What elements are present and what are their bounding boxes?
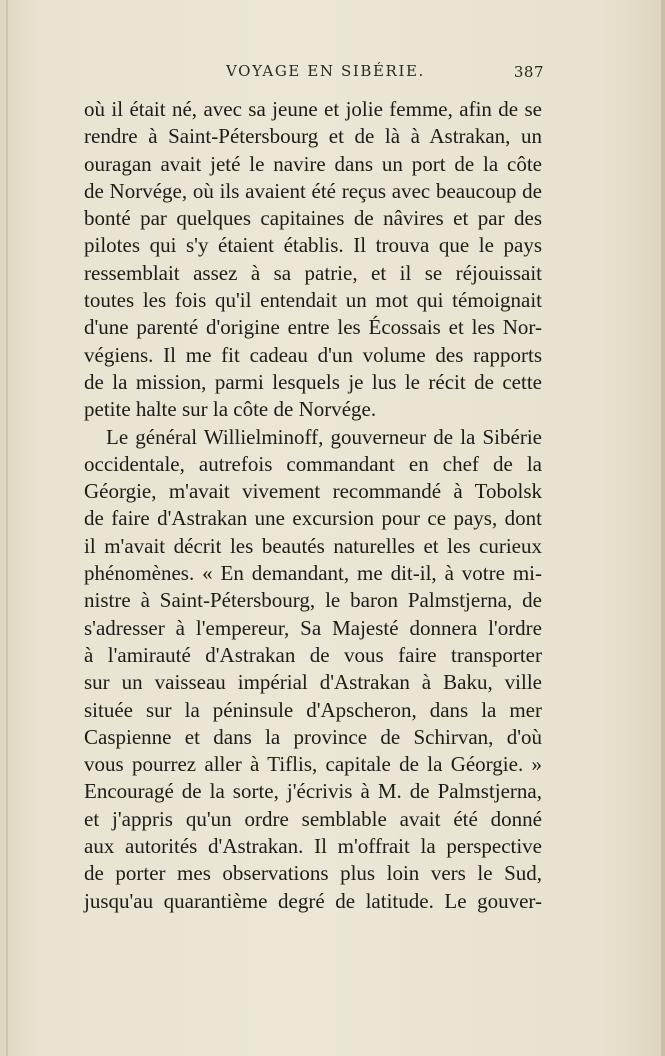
- text-line: s'adresser à l'empereur, Sa Majesté donnera l'ordre: [84, 615, 542, 640]
- paragraph-start-line: Le général Willielminoff, gouverneur de la Sibérie: [106, 424, 542, 449]
- running-head: [84, 62, 544, 84]
- text-line: de la mission, parmi lesquels je lus le récit de cette: [84, 369, 542, 394]
- text-line: à l'amirauté d'Astrakan de vous faire transporter: [84, 642, 542, 667]
- text-line: toutes les fois qu'il entendait un mot qui témoignait: [84, 288, 542, 313]
- text-line: végiens. Il me fit cadeau d'un volume des rapports: [84, 342, 542, 367]
- text-line: de Norvége, où ils avaient été reçus avec beaucoup de: [84, 178, 542, 203]
- text-line: ressemblait assez à sa patrie, et il se réjouissait: [84, 260, 542, 285]
- page-right-edge: [661, 0, 665, 1056]
- text-line: nistre à Saint-Pétersbourg, le baron Palmstjerna, de: [84, 588, 542, 613]
- text-line: rendre à Saint-Pétersbourg et de là à Astrakan, un: [84, 124, 542, 149]
- text-line: vous pourrez aller à Tiflis, capitale de la Géorgie. »: [84, 752, 542, 777]
- text-line: aux autorités d'Astrakan. Il m'offrait la perspective: [84, 834, 542, 859]
- text-line: de porter mes observations plus loin vers le Sud,: [84, 861, 542, 886]
- text-line: pilotes qui s'y étaient établis. Il trouva que le pays: [84, 233, 542, 258]
- text-line: ouragan avait jeté le navire dans un port de la côte: [84, 151, 542, 176]
- body-text: [84, 96, 542, 915]
- text-line: et j'appris qu'un ordre semblable avait été donné: [84, 806, 542, 831]
- text-line: Géorgie, m'avait vivement recommandé à Tobolsk: [84, 479, 542, 504]
- text-line: sur un vaisseau impérial d'Astrakan à Baku, ville: [84, 670, 542, 695]
- paragraph-end-line: petite halte sur la côte de Norvége.: [84, 397, 377, 422]
- running-head-title: VOYAGE EN SIBÉRIE.: [226, 62, 425, 80]
- text-line: occidentale, autrefois commandant en chef de la: [84, 451, 542, 476]
- text-line: d'une parenté d'origine entre les Écossais et les Nor-: [84, 315, 542, 340]
- text-line: il m'avait décrit les beautés naturelles et les curieux: [84, 533, 542, 558]
- gutter-edge: [6, 0, 8, 1056]
- text-line: où il était né, avec sa jeune et jolie femme, afin de se: [84, 97, 542, 121]
- text-line: Encouragé de la sorte, j'écrivis à M. de Palmstjerna,: [84, 779, 542, 804]
- text-line: Caspienne et dans la province de Schirvan, d'où: [84, 724, 542, 749]
- text-line: située sur la péninsule d'Apscheron, dans la mer: [84, 697, 542, 722]
- text-line: jusqu'au quarantième degré de latitude. Le gouver-: [84, 888, 542, 913]
- text-line: phénomènes. « En demandant, me dit-il, à votre mi-: [84, 561, 542, 586]
- text-line: bonté par quelques capitaines de nâvires et par des: [84, 206, 542, 231]
- page-number: 387: [513, 63, 544, 81]
- text-line: de faire d'Astrakan une excursion pour ce pays, dont: [84, 506, 542, 531]
